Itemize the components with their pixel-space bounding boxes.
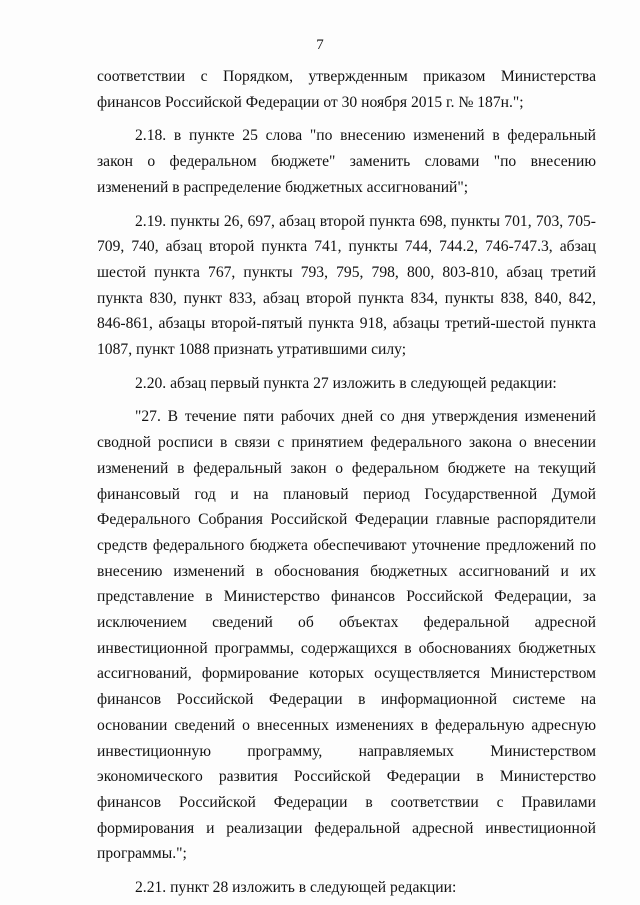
paragraph-2-18: 2.18. в пункте 25 слова "по внесению изменений в федеральный закон о федеральном бюджете" заменить словами "по внесению изменений в распределение бюджетных ассигнований"; xyxy=(97,127,596,196)
paragraph-2-19: 2.19. пункты 26, 697, абзац второй пункта 698, пункты 701, 703, 705-709, 740, абзац второй пункта 741, пункты 744, 744.2, 746-747.3, абзац шестой пункта 767, пункты 793, 795, 798, 800, 803-810, абзац третий пункта 830, пункт 833, абзац второй пункта 834, пункты 838, 840, 842, 846-861, абзацы второй-пятый пункта 918, абзацы третий-шестой пункта 1087, пункт 1088 признать утратившими силу; xyxy=(97,212,596,359)
document-body xyxy=(97,64,596,901)
paragraph-2-21: 2.21. пункт 28 изложить в следующей редакции: xyxy=(135,879,457,897)
paragraph-continuation: соответствии с Порядком, утвержденным приказом Министерства финансов Российской Федерации от 30 ноября 2015 г. № 187н."; xyxy=(97,68,596,111)
page-number: 7 xyxy=(316,37,324,53)
paragraph-2-20: 2.20. абзац первый пункта 27 изложить в следующей редакции: xyxy=(135,374,557,392)
paragraph-quoted-27: "27. В течение пяти рабочих дней со дня утверждения изменений сводной росписи в связи с принятием федерального закона о внесении изменений в федеральный закон о федеральном бюджете на текущий финансовый год и на плановый период Государственной Думой Федерального Собрания Российской Федерации главные распорядители средств федерального бюджета обеспечивают уточнение предложений по внесению изменений в обоснования бюджетных ассигнований и их представление в Министерство финансов Российской Федерации, за исключением сведений об объектах федеральной адресной инвестиционной программы, содержащихся в обоснованиях бюджетных ассигнований, формирование которых осуществляется Министерством финансов Российской Федерации в информационной системе на основании сведений о внесенных изменениях в федеральную адресную инвестиционную программу, направляемых Министерством экономического развития Российской Федерации в Министерство финансов Российской Федерации в соответствии с Правилами формирования и реализации федеральной адресной инвестиционной программы."; xyxy=(97,408,596,863)
